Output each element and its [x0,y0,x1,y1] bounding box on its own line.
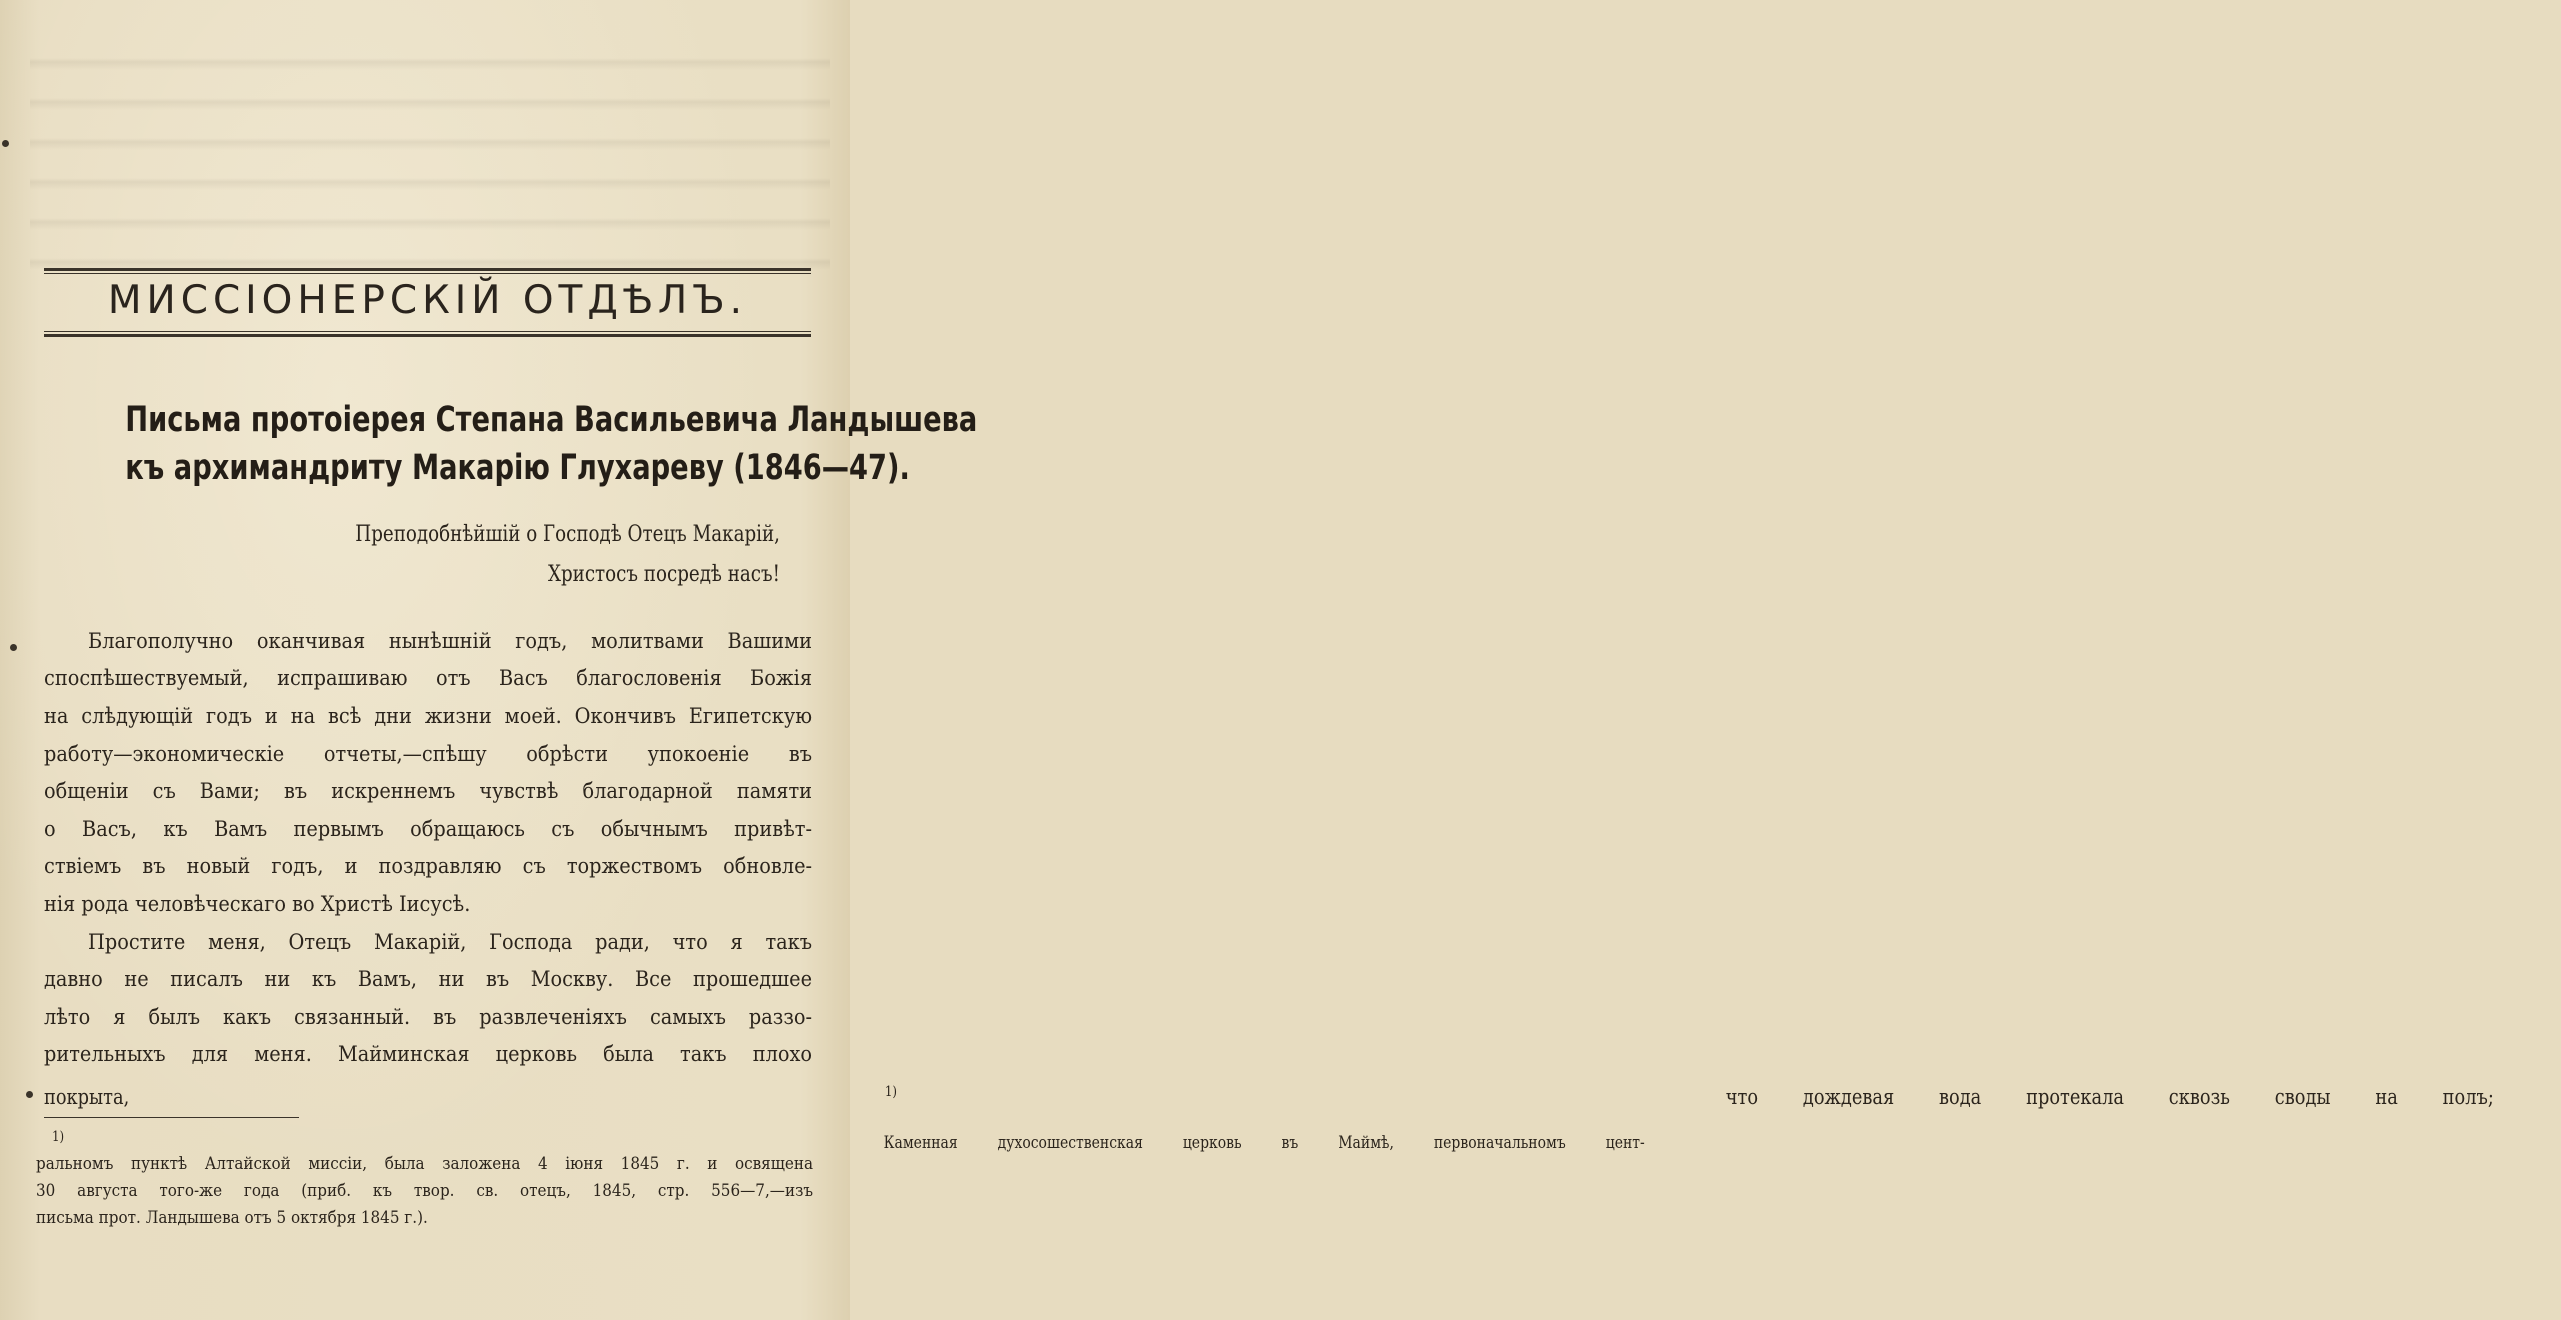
salutation-line-2: Христосъ посредѣ насъ! [547,562,780,587]
bleed-through-text [30,40,830,270]
body-line: давно не писалъ ни къ Вамъ, ни въ Москву. Все прошедшее [44,967,813,991]
footnote-line: 30 августа того-же года (приб. къ твор. св. отецъ, 1845, стр. 556—7,—изъ [36,1181,814,1200]
section-bottom-rule-thin [44,331,811,332]
salutation-line-1: Преподобнѣйшій о Господѣ Отецъ Макарій, [355,522,780,547]
letter-title-line-1: Письма протоіерея Степана Васильевича Ландышева [125,400,978,440]
body-line: нія рода человѣческаго во Христѣ Іисусѣ. [44,892,471,916]
body-line: споспѣшествуемый, испрашиваю отъ Васъ благословенія Божія [44,666,813,690]
footnote-reference[interactable]: 1) [884,1084,898,1100]
margin-dot [2,140,9,147]
letter-title-line-2: къ архимандриту Макарію Глухареву (1846—47). [125,448,910,488]
body-line: о Васъ, къ Вамъ первымъ обращаюсь съ обычнымъ привѣт- [44,817,813,841]
section-title: МИССІОНЕРСКІЙ ОТДѢЛЪ. [107,278,748,323]
body-line: работу—экономическіе отчеты,—спѣшу обрѣсти упокоеніе въ [44,742,813,766]
section-top-rule [44,268,811,271]
footnote-line: письма прот. Ландышева отъ 5 октября 1845 г.). [36,1208,428,1227]
footnote-line: 1) Каменная духосошественская церковь въ Маймѣ, первоначальномъ цент- [52,1124,813,1150]
body-line: лѣто я былъ какъ связанный. въ развлеченіяхъ самыхъ раззо- [44,1005,813,1029]
body-line: рительныхъ для меня. Майминская церковь была такъ плохо [44,1042,813,1066]
body-line-text: что дождевая вода протекала сквозь своды на полъ; [1725,1085,2495,1109]
footnote-line: ральномъ пунктѣ Алтайской миссіи, была заложена 4 іюня 1845 г. и освящена [36,1154,814,1173]
section-top-rule-thin [44,273,811,274]
section-bottom-rule [44,334,811,337]
body-line: ствіемъ въ новый годъ, и поздравляю съ торжествомъ обновле- [44,854,813,878]
body-line: общеніи съ Вами; въ искреннемъ чувствѣ благодарной памяти [44,779,813,803]
margin-dot [26,1091,33,1098]
footnote-marker: 1) [52,1129,65,1145]
footnote-rule [44,1117,299,1118]
body-line-text: покрыта, [44,1085,130,1109]
body-line: Благополучно оканчивая нынѣшній годъ, молитвами Вашими [88,629,813,653]
body-line [44,1076,2495,1109]
body-line: Простите меня, Отецъ Макарій, Господа ради, что я такъ [88,930,813,954]
margin-dot [10,644,17,651]
body-line: на слѣдующій годъ и на всѣ дни жизни моей. Окончивъ Египетскую [44,704,813,728]
